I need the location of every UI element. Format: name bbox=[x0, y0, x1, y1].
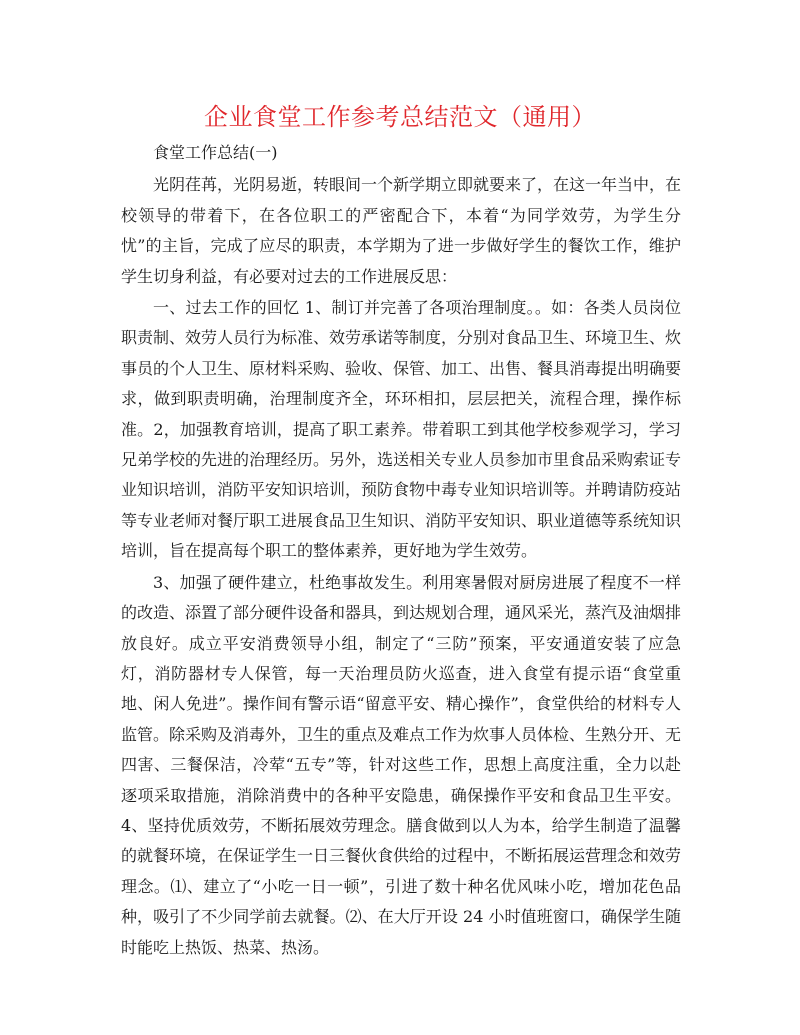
section-subtitle: 食堂工作总结(一) bbox=[153, 143, 278, 162]
paragraph: 光阴荏苒，光阴易逝，转眼间一个新学期立即就要来了，在这一年当中，在校领导的带着下，在各位职工的严密配合下，本着“为同学效劳，为学生分忧”的主旨，完成了应尽的职责，本学期为了进一步做好学生的餐饮工作，维护学生切身利益，有必要对过去的工作进展反思： bbox=[121, 175, 682, 286]
document-body bbox=[121, 138, 681, 963]
document-title: 企业食堂工作参考总结范文（通用） bbox=[204, 103, 596, 131]
paragraph: 一、过去工作的回忆 1、制订并完善了各项治理制度。。如：各类人员岗位职责制、效劳人员行为标准、效劳承诺等制度，分别对食品卫生、环境卫生、炊事员的个人卫生、原材料采购、验收、保管、加工、出售、餐具消毒提出明确要求，做到职责明确，治理制度齐全，环环相扣，层层把关，流程合理，操作标准。2，加强教育培训，提高了职工素养。带着职工到其他学校参观学习，学习兄弟学校的先进的治理经历。另外，选送相关专业人员参加市里食品采购索证专业知识培训，消防平安知识培训，预防食物中毒专业知识培训等。并聘请防疫站等专业老师对餐厅职工进展食品卫生知识、消防平安知识、职业道德等系统知识培训，旨在提高每个职工的整体素养，更好地为学生效劳。 bbox=[121, 298, 682, 561]
paragraph: 3、加强了硬件建立，杜绝事故发生。利用寒暑假对厨房进展了程度不一样的改造、添置了部分硬件设备和器具，到达规划合理，通风采光，蒸汽及油烟排放良好。成立平安消费领导小组，制定了“三防”预案，平安通道安装了应急灯，消防器材专人保管，每一天治理员防火巡查，进入食堂有提示语“食堂重地、闲人免进”。操作间有警示语“留意平安、精心操作”，食堂供给的材料专人监管。除采购及消毒外，卫生的重点及难点工作为炊事人员体检、生熟分开、无四害、三餐保洁，冷荤“五专”等，针对这些工作，思想上高度注重，全力以赴逐项采取措施，消除消费中的各种平安隐患，确保操作平安和食品卫生平安。4、坚持优质效劳，不断拓展效劳理念。膳食做到以人为本，给学生制造了温馨的就餐环境，在保证学生一日三餐伙食供给的过程中，不断拓展运营理念和效劳理念。⑴、建立了“小吃一日一顿”，引进了数十种名优风味小吃，增加花色品种，吸引了不少同学前去就餐。⑵、在大厅开设 24 小时值班窗口，确保学生随时能吃上热饭、热菜、热汤。 bbox=[121, 572, 682, 957]
